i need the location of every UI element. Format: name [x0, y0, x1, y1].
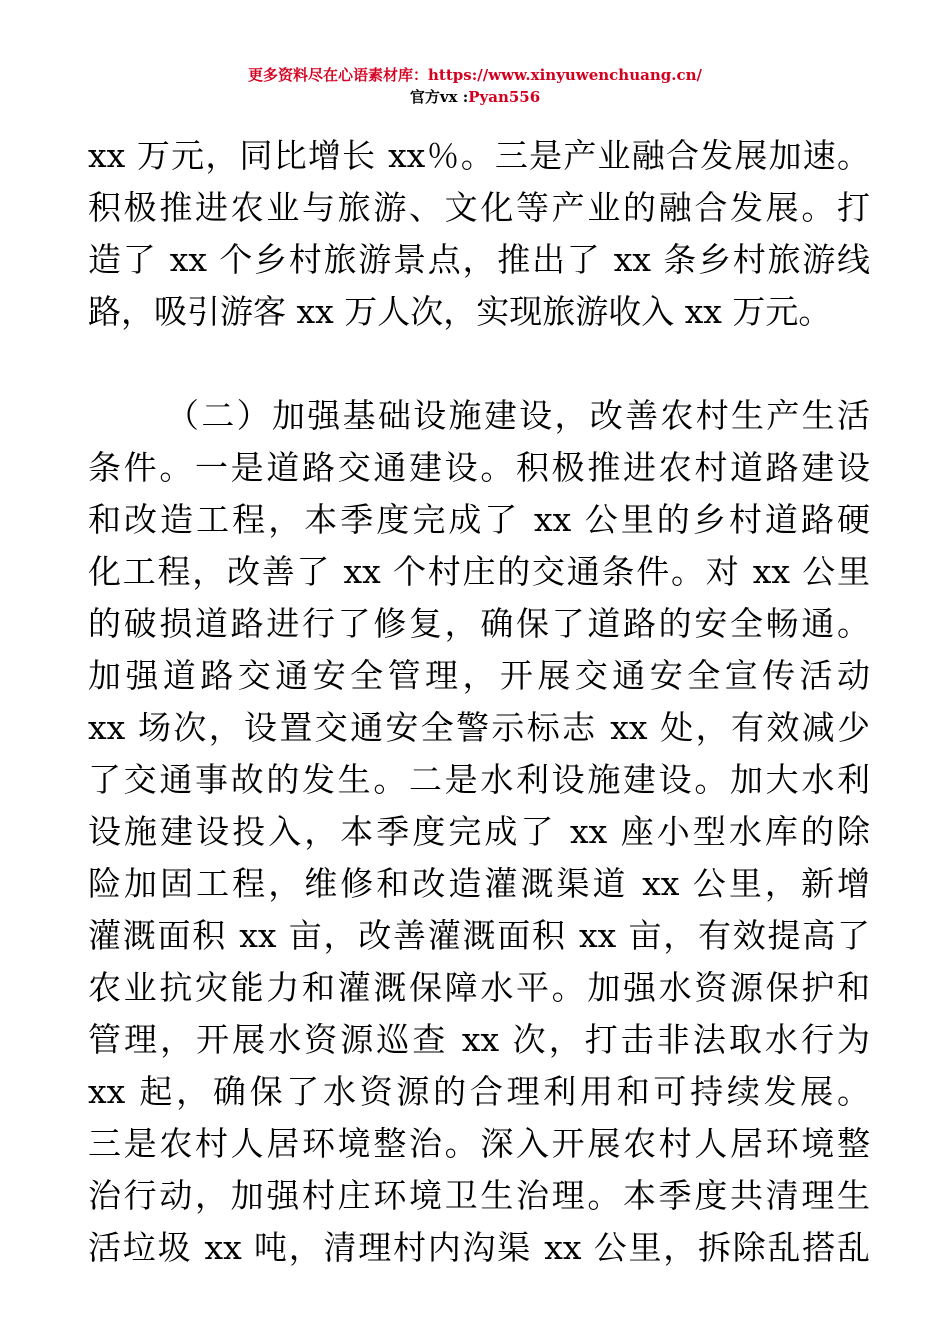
- contact-label: 官方vx :: [409, 88, 469, 106]
- text-line: 灌溉面积 xx 亩，改善灌溉面积 xx 亩，有效提高了: [88, 916, 870, 955]
- text-line: 险加固工程，维修和改造灌溉渠道 xx 公里，新增: [88, 864, 870, 903]
- text-line: xx 起，确保了水资源的合理利用和可持续发展。: [88, 1072, 870, 1111]
- text-line: 积极推进农业与旅游、文化等产业的融合发展。打: [88, 188, 870, 227]
- text-line: 的破损道路进行了修复，确保了道路的安全畅通。: [88, 604, 870, 643]
- source-link-text[interactable]: 更多资料尽在心语素材库：https://www.xinyuwenchuang.cn/: [248, 66, 702, 84]
- paragraph-gap: [88, 338, 870, 390]
- text-line: 农业抗灾能力和灌溉保障水平。加强水资源保护和: [88, 968, 870, 1007]
- text-line: xx 万元，同比增长 xx％。三是产业融合发展加速。: [88, 136, 870, 175]
- contact-handle: Pyan556: [468, 88, 541, 106]
- paragraph-2: [88, 390, 870, 1274]
- text-line: 条件。一是道路交通建设。积极推进农村道路建设: [88, 448, 870, 487]
- text-line: （二）加强基础设施建设，改善农村生产生活: [166, 396, 870, 435]
- page-header: [0, 64, 950, 108]
- text-line: 路，吸引游客 xx 万人次，实现旅游收入 xx 万元。: [88, 292, 832, 331]
- text-line: 了交通事故的发生。二是水利设施建设。加大水利: [88, 760, 870, 799]
- text-line: 活垃圾 xx 吨，清理村内沟渠 xx 公里，拆除乱搭乱: [88, 1228, 870, 1267]
- text-line: 设施建设投入，本季度完成了 xx 座小型水库的除: [88, 812, 870, 851]
- paragraph-1: [88, 130, 870, 338]
- text-line: 造了 xx 个乡村旅游景点，推出了 xx 条乡村旅游线: [88, 240, 870, 279]
- text-line: 化工程，改善了 xx 个村庄的交通条件。对 xx 公里: [88, 552, 870, 591]
- document-body: [88, 130, 870, 1274]
- text-line: 治行动，加强村庄环境卫生治理。本季度共清理生: [88, 1176, 870, 1215]
- text-line: 管理，开展水资源巡查 xx 次，打击非法取水行为: [88, 1020, 870, 1059]
- text-line: 三是农村人居环境整治。深入开展农村人居环境整: [88, 1124, 870, 1163]
- text-line: 加强道路交通安全管理，开展交通安全宣传活动: [88, 656, 870, 695]
- contact-line: [0, 86, 950, 108]
- text-line: xx 场次，设置交通安全警示标志 xx 处，有效减少: [88, 708, 870, 747]
- text-line: 和改造工程，本季度完成了 xx 公里的乡村道路硬: [88, 500, 870, 539]
